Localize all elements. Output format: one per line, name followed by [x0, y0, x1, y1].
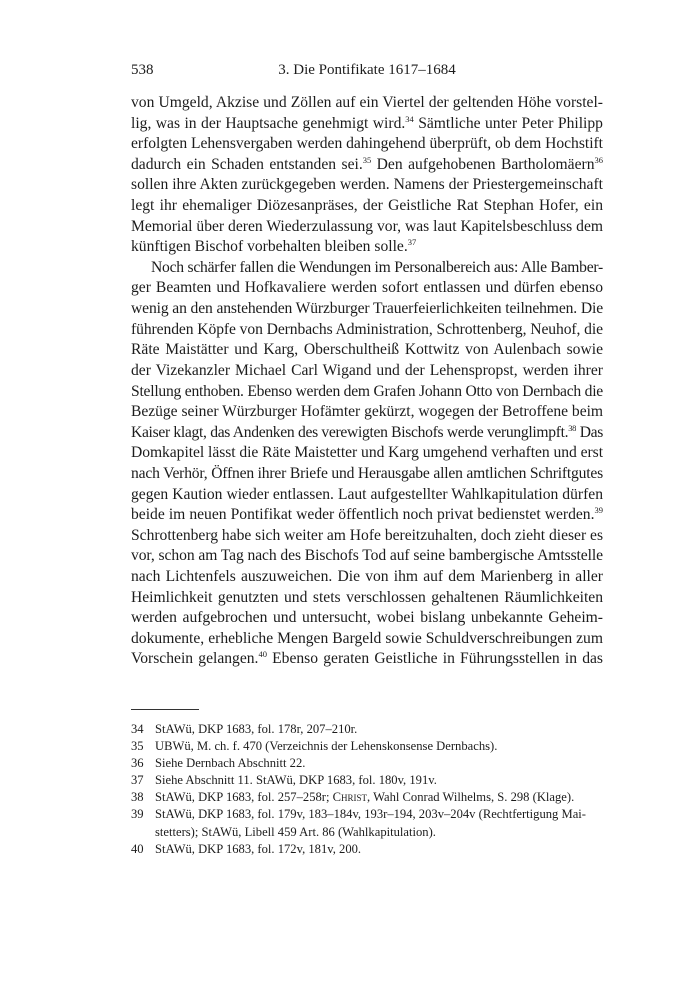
text-run: von Umgeld, Akzise und Zöllen auf ein Viertel der geltenden Höhe vorstel- — [131, 94, 603, 111]
footnote-number: 40 — [131, 841, 144, 856]
text-line — [131, 299, 603, 320]
text-run: erfolgten Lehensvergaben werden dahingehend überprüft, ob dem Hochstift — [131, 135, 603, 153]
running-title: 3. Die Pontifikate 1617–1684 — [278, 62, 456, 78]
text-line — [131, 361, 603, 382]
footnote — [131, 772, 603, 789]
text-run: legt ihr ehemaliger Diözesanpräses, der Geistliche Rat Stephan Hofer, ein — [131, 197, 603, 215]
text-line — [131, 526, 603, 547]
text-run: beide im neuen Pontifikat weder öffentlich noch privat bedienstet werden. — [131, 506, 595, 524]
text-run: Siehe Abschnitt 11. StAWü, DKP 1683, fol. 180v, 191v. — [155, 773, 437, 788]
footnote-number: 37 — [131, 773, 144, 788]
text-line — [131, 93, 603, 114]
text-line — [131, 443, 603, 464]
text-line — [131, 196, 603, 217]
text-run: Noch schärfer fallen die Wendungen im Personalbereich aus: Alle Bamber- — [151, 258, 603, 276]
text-line — [131, 485, 603, 506]
footnote-separator — [131, 709, 199, 710]
footnote-number: 38 — [131, 790, 144, 805]
text-run: Kaiser klagt, das Andenken des verewigten Bischofs werde verunglimpft. — [131, 423, 569, 441]
text-run: sollen ihre Akten zurückgegeben werden. Namens der Priestergemeinschaft — [131, 176, 603, 194]
text-run: Ebenso geraten Geistliche in Führungsstellen in das — [266, 650, 603, 668]
footnote-continuation: stetters); StAWü, Libell 459 Art. 86 (Wahlkapitulation). — [155, 824, 436, 839]
text-run: nach Lichtenfels auszuweichen. Die von ihm auf dem Marienberg in aller — [131, 568, 603, 586]
footnote-text — [155, 790, 574, 804]
footnote-number: 36 — [131, 756, 144, 771]
text-run: künftigen Bischof vorbehalten bleiben solle. — [131, 238, 408, 256]
text-run: vor, schon am Tag nach des Bischofs Tod auf seine bambergische Amtsstelle — [131, 547, 603, 565]
text-run: Schrottenberg habe sich weiter am Hofe bereitzuhalten, doch zieht dieser es — [131, 526, 603, 544]
text-run: Domkapitel lässt die Räte Maistetter und Karg umgehend verhaften und erst — [131, 444, 603, 462]
footnote-text — [155, 756, 305, 770]
footnote-text — [155, 739, 497, 753]
text-run: ger Beamten und Hofkavaliere werden sofort entlassen und dürfen ebenso — [131, 279, 603, 297]
author-name: Christ — [332, 790, 368, 805]
text-line — [131, 340, 603, 361]
footnote-reference: 39 — [594, 505, 603, 516]
text-line — [131, 464, 603, 485]
text-run: StAWü, DKP 1683, fol. 172v, 181v, 200. — [155, 841, 362, 856]
text-run: wenig an den anstehenden Würzburger Trauerfeierlichkeiten teilnehmen. Die — [131, 300, 603, 318]
text-line — [131, 608, 603, 629]
text-line — [131, 649, 603, 670]
text-line — [131, 175, 603, 196]
text-line — [131, 155, 603, 176]
text-line — [131, 402, 603, 423]
text-run: StAWü, DKP 1683, fol. 178r, 207–210r. — [155, 722, 358, 736]
text-run: Memorial über deren Wiederzulassung vor, was laut Kapitelsbeschluss dem — [131, 217, 603, 235]
footnote — [131, 806, 603, 840]
text-line — [131, 114, 603, 135]
footnote — [131, 738, 603, 755]
text-run: nach Verhör, Öffnen ihrer Briefe und Herausgabe allen amtlichen Schriftgutes — [131, 464, 604, 482]
text-run: Bezüge seiner Würzburger Hofämter gekürzt, wogegen der Betroffene beim — [131, 403, 603, 421]
text-line — [131, 505, 603, 526]
text-run: dokumente, erhebliche Mengen Bargeld sowie Schuldverschreibungen zum — [131, 629, 603, 647]
text-run: UBWü, M. ch. f. 470 (Verzeichnis der Lehenskonsense Dernbachs). — [155, 739, 498, 754]
page-number: 538 — [131, 62, 154, 78]
footnote-number: 39 — [131, 807, 144, 822]
text-line — [131, 217, 603, 238]
footnote — [131, 755, 603, 772]
footnote-text — [155, 842, 361, 856]
text-run: lig, was in der Hauptsache genehmigt wird. — [131, 114, 406, 132]
text-run: StAWü, DKP 1683, fol. 179v, 183–184v, 193r–194, 203v–204v (Rechtfertigung Mai- — [155, 807, 586, 822]
text-line — [131, 567, 603, 588]
text-run: der Vizekanzler Michael Carl Wigand und der Lehenspropst, werden ihrer — [131, 361, 603, 379]
text-run: dadurch ein Schaden entstanden sei. — [131, 155, 363, 173]
footnote-text — [155, 773, 437, 787]
footnote-reference: 38 — [568, 422, 577, 433]
page-header — [131, 62, 603, 82]
text-run: Den aufgehobenen Bartholomäern — [371, 155, 595, 173]
footnote-reference: 35 — [362, 154, 372, 165]
text-line — [131, 258, 603, 279]
footnotes — [131, 721, 603, 858]
text-line — [131, 423, 603, 444]
footnote-number: 34 — [131, 722, 144, 736]
text-line — [131, 134, 603, 155]
text-run: führenden Köpfe von Dernbachs Administration, Schrottenberg, Neuhof, die — [131, 320, 603, 338]
text-run: StAWü, DKP 1683, fol. 257–258r; — [155, 790, 333, 805]
text-run: Sämtliche unter Peter Philipp — [413, 114, 603, 132]
footnote-reference: 37 — [407, 237, 417, 248]
text-run: Siehe Dernbach Abschnitt 22. — [155, 756, 306, 771]
footnote-reference: 36 — [594, 154, 603, 165]
footnote-reference: 34 — [405, 113, 414, 124]
footnote — [131, 841, 603, 858]
text-run: Heimlichkeit genutzten und stets verschlossen gehaltenen Räumlichkeiten — [131, 588, 603, 606]
footnote-text — [155, 722, 357, 736]
text-line — [131, 278, 603, 299]
text-line — [131, 237, 603, 258]
text-run: Vorschein gelangen. — [131, 650, 259, 668]
text-line — [131, 546, 603, 567]
text-run: werden aufgebrochen und untersucht, wobei bislang unbekannte Geheim- — [131, 609, 603, 627]
footnote-number: 35 — [131, 739, 144, 754]
text-run: Stellung enthoben. Ebenso werden dem Grafen Johann Otto von Dernbach die — [131, 382, 603, 400]
footnote — [131, 789, 603, 806]
text-line — [131, 382, 603, 403]
footnote — [131, 721, 603, 738]
text-run: , Wahl Conrad Wilhelms, S. 298 (Klage). — [367, 790, 575, 805]
text-line — [131, 320, 603, 341]
footnote-text — [155, 807, 586, 821]
text-line — [131, 588, 603, 609]
text-line — [131, 629, 603, 650]
footnote-reference: 40 — [258, 649, 267, 660]
body-text — [131, 93, 603, 670]
text-run: Das — [576, 423, 604, 441]
text-run: Räte Maistätter und Karg, Oberschultheiß Kottwitz von Aulenbach sowie — [131, 341, 603, 359]
text-run: gegen Kaution wieder entlassen. Laut aufgestellter Wahlkapitulation dürfen — [131, 485, 603, 503]
